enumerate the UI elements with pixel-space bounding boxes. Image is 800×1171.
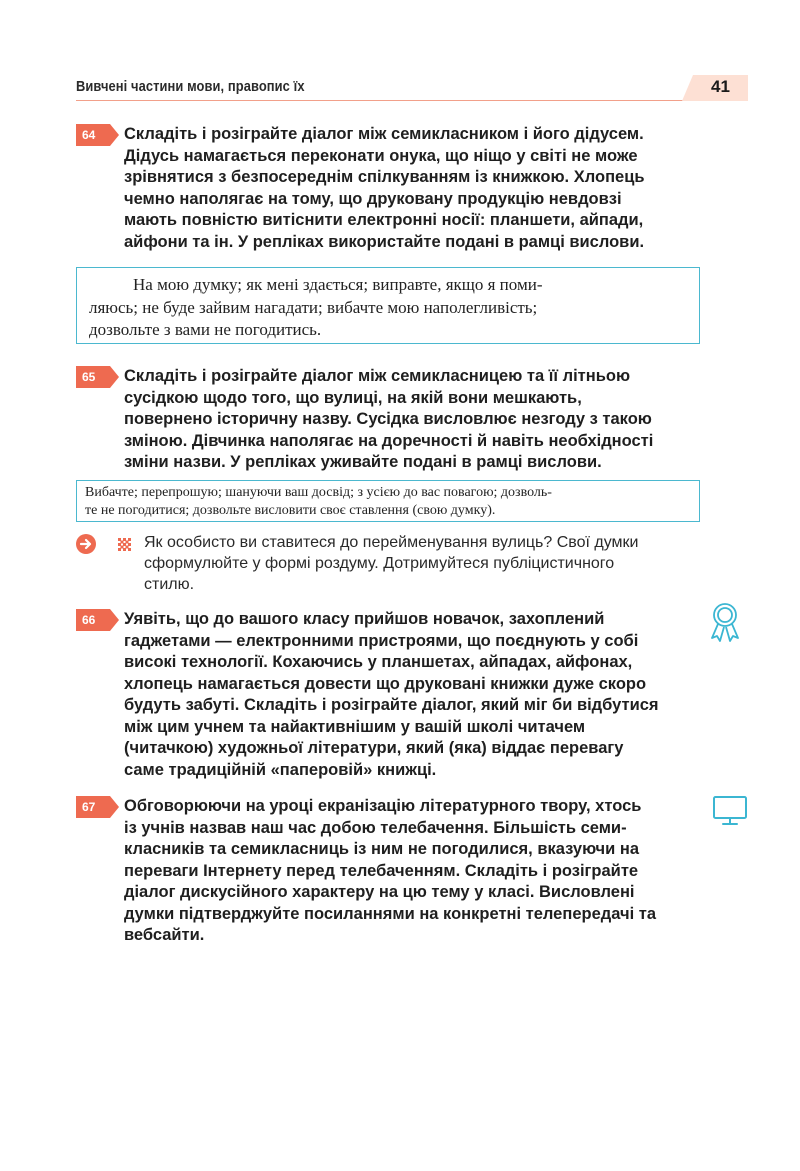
computer-monitor-icon [712, 795, 748, 827]
frame-line: Вибачте; перепрошую; шануючи ваш досвід; з усією до вас повагою; дозволь- [85, 485, 552, 500]
task-line: думки підтверджуйте посиланнями на конкретні телепередачі та [124, 904, 656, 923]
task-line: переваги Інтернету перед телебаченням. Складіть і розіграйте [124, 861, 639, 880]
task-line: високі технології. Кохаючись у планшетах, айпадах, айфонах, [124, 653, 633, 671]
task-line: айфони та ін. У репліках використайте подані в рамці вислови. [124, 232, 645, 251]
task-line: Обговорюючи на уроці екранізацію літературного твору, хтось [124, 797, 642, 815]
task-line: Дідусь намагається переконати онука, що ніщо у світі не може [124, 146, 638, 165]
task-line: Складіть і розіграйте діалог між семикласником і його дідусем. [124, 125, 644, 143]
discussion-question [144, 532, 704, 595]
task-line: діалог дискусійного характеру на цю тему у класі. Висловлені [124, 883, 635, 901]
task-line: зрівнятися з безпосереднім спілкуванням із книжкою. Хлопець [124, 168, 645, 186]
task-line: зміни назви. У репліках уживайте подані в рамці вислови. [124, 453, 602, 471]
page-number: 41 [711, 77, 730, 96]
task-number-badge: 65 [76, 366, 110, 388]
question-line: Як особисто ви ставитеся до перейменування вулиць? Свої думки [144, 534, 639, 551]
phrases-frame [76, 267, 700, 344]
phrases-frame [76, 480, 700, 522]
task-line: із учнів назвав наш час добою телебачення. Більшість семи- [124, 818, 627, 837]
task-line: мають повністю витіснити електронні носії: планшети, айпади, [124, 211, 644, 229]
header-divider [76, 100, 748, 101]
task-text [124, 796, 709, 947]
frame-line: те не погодитися; дозвольте висловити своє ставлення (свою думку). [85, 503, 496, 518]
ornament-icon [118, 538, 131, 551]
task-line: чемно наполягає на тому, що друковану продукцію невдовзі [124, 189, 622, 208]
task-line: саме традиційній «паперовій» книжці. [124, 760, 437, 779]
task-line: зміною. Дівчинка наполягає на доречності й навіть необхідності [124, 431, 654, 450]
task-line: Складіть і розіграйте діалог між семикласницею та її літньою [124, 367, 631, 385]
task-number-badge: 67 [76, 796, 110, 818]
task-line: повернено історичну назву. Сусідка висловлює незгоду з такою [124, 410, 652, 428]
task-line: вебсайти. [124, 926, 205, 944]
frame-line: На мою думку; як мені здається; виправте, якщо я поми- [133, 275, 543, 294]
section-title: Вивчені частини мови, правопис їх [76, 78, 305, 95]
award-ribbon-icon [706, 602, 744, 642]
task-line: між цим учнем та найактивнішим у вашій школі читачем [124, 717, 586, 736]
task-number-badge: 66 [76, 609, 110, 631]
question-line: сформулюйте у формі роздуму. Дотримуйтеся публіцистичного [144, 555, 615, 572]
task-number-badge: 64 [76, 124, 110, 146]
task-line: класників та семикласниць із ним не погодилися, вказуючи на [124, 840, 640, 858]
task-line: будуть забуті. Складіть і розіграйте діалог, який міг би відбутися [124, 696, 659, 714]
frame-line: ляюсь; не буде зайвим нагадати; вибачте мою наполегливість; [89, 297, 538, 317]
task-text [124, 366, 709, 474]
task-text [124, 124, 709, 253]
question-line: стилю. [144, 576, 195, 593]
task-line: Уявіть, що до вашого класу прийшов новачок, захоплений [124, 610, 605, 628]
task-line: гаджетами — електронними пристроями, що поєднують у собі [124, 631, 639, 650]
frame-line: дозвольте з вами не погодитись. [89, 320, 322, 339]
task-text [124, 609, 709, 781]
task-line: (читачкою) художньої літератури, який (яка) віддає перевагу [124, 739, 624, 757]
task-line: сусідкою щодо того, що вулиці, на якій вони мешкають, [124, 388, 582, 407]
arrow-right-circle-icon [76, 534, 96, 554]
page-number-badge [693, 75, 748, 101]
task-line: хлопець намагається довести що друковані книжки дуже скоро [124, 674, 647, 693]
